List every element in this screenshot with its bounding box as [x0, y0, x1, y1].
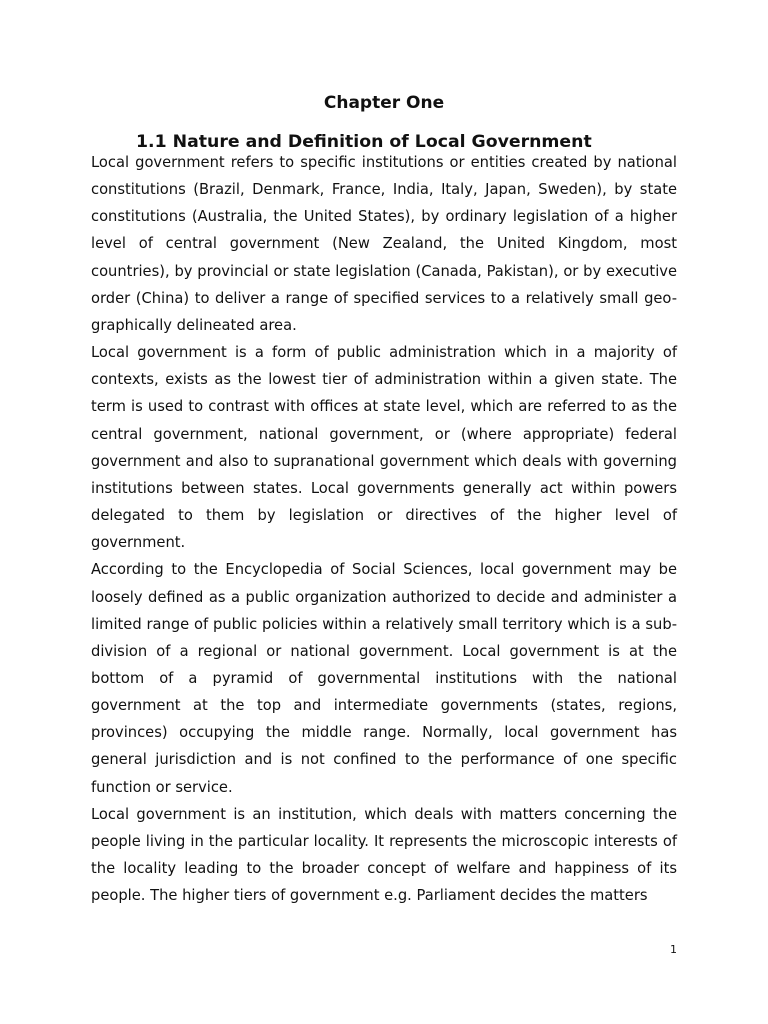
- body-text: [91, 149, 677, 909]
- paragraph: Local government is a form of public administration which in a majority of contexts, exists as the lowest tier of administration within a given state. The term is used to contrast with offices at state level, which are referred to as the central government, national government, or (where appropriate) federal government and also to supranational government which deals with governing institutions between states. Local governments generally act within powers delegated to them by legislation or directives of the higher level of government.: [91, 344, 677, 552]
- paragraph: Local government refers to specific institutions or entities created by national constitutions (Brazil, Denmark, France, India, Italy, Japan, Sweden), by state constitutions (Australia, the United States), by ordinary legislation of a higher level of central government (New Zealand, the United Kingdom, most countries), by provincial or state legislation (Canada, Pakistan), or by executive order (China) to deliver a range of specified services to a relatively small geo-graphically delineated area.: [91, 154, 677, 334]
- page-number: 1: [670, 943, 677, 956]
- section-heading: 1.1 Nature and Definition of Local Government: [136, 132, 592, 152]
- chapter-title: Chapter One: [323, 93, 445, 113]
- paragraph: According to the Encyclopedia of Social Sciences, local government may be loosely defined as a public organization authorized to decide and administer a limited range of public policies within a relatively small territory which is a sub-division of a regional or national government. Local government is at the bottom of a pyramid of governmental institutions with the national government at the top and intermediate governments (states, regions, provinces) occupying the middle range. Normally, local government has general jurisdiction and is not confined to the performance of one specific function or service.: [91, 561, 677, 796]
- paragraph: Local government is an institution, which deals with matters concerning the people living in the particular locality. It represents the microscopic interests of the locality leading to the broader concept of welfare and happiness of its people. The higher tiers of government e.g. Parliament decides the matters: [91, 805, 677, 905]
